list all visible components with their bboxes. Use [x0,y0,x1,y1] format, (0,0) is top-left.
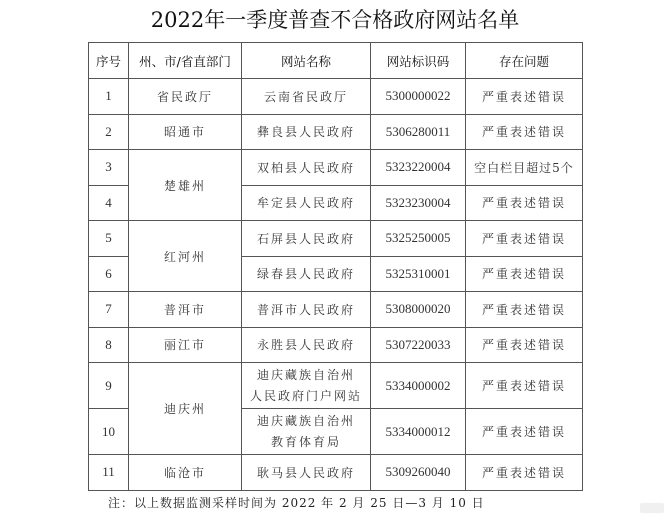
row-site-code: 5325250005 [371,221,466,257]
row-issue: 严重表述错误 [466,256,583,292]
header-issue: 存在问题 [466,43,583,79]
row-issue: 严重表述错误 [466,363,583,409]
document-title: 2022年一季度普查不合格政府网站名单 [150,8,520,32]
row-region: 普洱市 [129,292,242,328]
noncompliant-websites-table [88,42,583,491]
row-issue: 严重表述错误 [466,409,583,455]
row-site-name: 云南省民政厅 [242,79,371,115]
footnote: 注：以上数据监测采样时间为 2022 年 2 月 25 日—3 月 10 日 [108,496,485,510]
row-no: 1 [89,79,129,115]
row-no: 2 [89,114,129,150]
row-no: 8 [89,327,129,363]
table-row [89,79,583,115]
site-name-line2: 人民政府门户网站 [249,388,362,403]
table-row [89,455,583,491]
row-region: 丽江市 [129,327,242,363]
row-no: 9 [89,363,129,409]
row-region: 红河州 [129,221,242,292]
row-site-code: 5300000022 [371,79,466,115]
row-issue: 严重表述错误 [466,292,583,328]
table-row [89,363,583,409]
table-row [89,292,583,328]
row-issue: 严重表述错误 [466,455,583,491]
row-site-code: 5323230004 [371,185,466,221]
row-site-code: 5325310001 [371,256,466,292]
row-site-name: 耿马县人民政府 [242,455,371,491]
table-row [89,150,583,186]
row-site-code: 5307220033 [371,327,466,363]
row-site-code: 5308000020 [371,292,466,328]
site-name-line2: 教育体育局 [270,434,341,449]
row-site-code: 5306280011 [371,114,466,150]
row-site-name: 牟定县人民政府 [242,185,371,221]
row-site-name: 彝良县人民政府 [242,114,371,150]
header-site-name: 网站名称 [242,43,371,79]
row-issue: 严重表述错误 [466,79,583,115]
row-region: 楚雄州 [129,150,242,221]
site-name-line1: 迪庆藏族自治州 [256,413,355,428]
header-no: 序号 [89,43,129,79]
row-no: 10 [89,409,129,455]
row-site-code: 5334000002 [371,363,466,409]
row-issue: 严重表述错误 [466,221,583,257]
row-site-name: 绿春县人民政府 [242,256,371,292]
row-site-code: 5309260040 [371,455,466,491]
row-site-name: 永胜县人民政府 [242,327,371,363]
watermark-logo-icon [640,503,664,513]
row-site-code: 5323220004 [371,150,466,186]
row-issue: 严重表述错误 [466,114,583,150]
row-site-name: 双柏县人民政府 [242,150,371,186]
row-site-name [242,363,371,409]
row-region: 省民政厅 [129,79,242,115]
row-region: 临沧市 [129,455,242,491]
header-site-code: 网站标识码 [371,43,466,79]
row-issue: 严重表述错误 [466,327,583,363]
table-row [89,114,583,150]
header-region: 州、市/省直部门 [129,43,242,79]
row-site-code: 5334000012 [371,409,466,455]
row-no: 5 [89,221,129,257]
row-no: 7 [89,292,129,328]
row-region: 迪庆州 [129,363,242,455]
site-name-line1: 迪庆藏族自治州 [256,367,355,382]
row-site-name: 普洱市人民政府 [242,292,371,328]
row-no: 3 [89,150,129,186]
row-region: 昭通市 [129,114,242,150]
row-no: 11 [89,455,129,491]
table-row [89,221,583,257]
row-no: 4 [89,185,129,221]
row-issue: 空白栏目超过5个 [466,150,583,186]
table-header-row [89,43,583,79]
row-site-name [242,409,371,455]
row-issue: 严重表述错误 [466,185,583,221]
table-row [89,327,583,363]
row-no: 6 [89,256,129,292]
row-site-name: 石屏县人民政府 [242,221,371,257]
